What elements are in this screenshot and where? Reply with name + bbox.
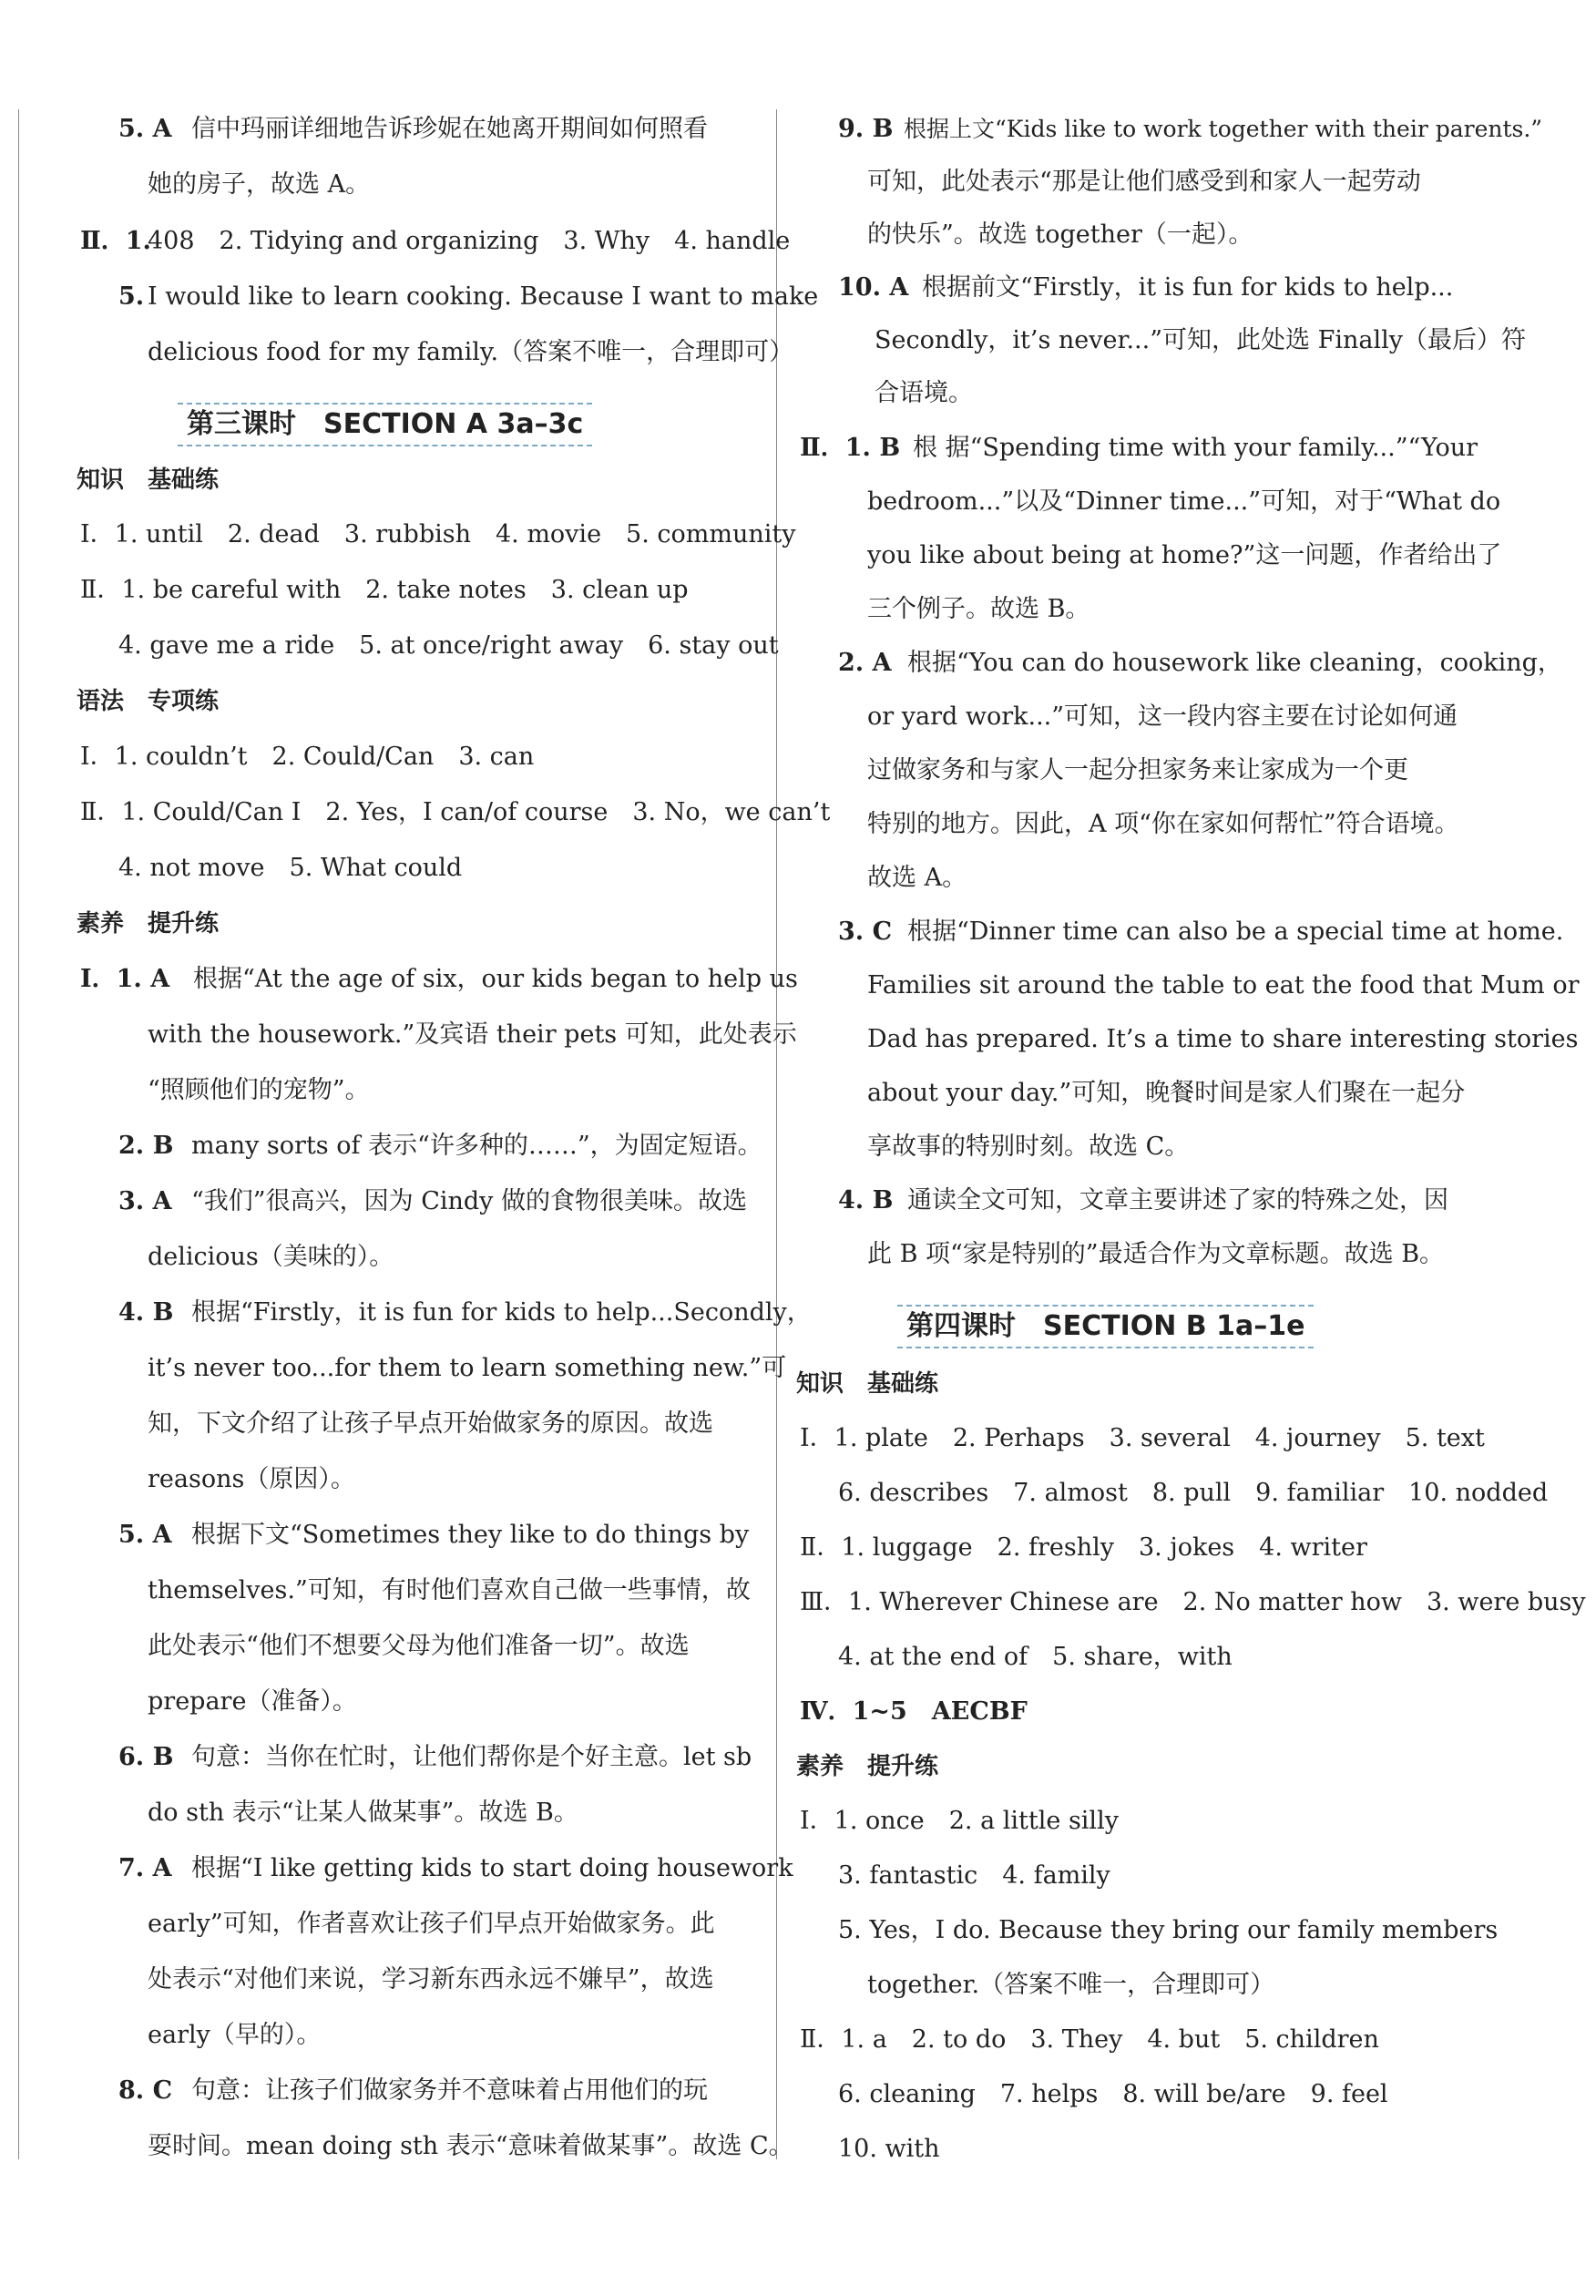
answer-line: Ⅳ．1~5 AECBF <box>800 1697 1028 1726</box>
explanation-line: 根 据“Spending time with your family...”“Your <box>913 434 1478 462</box>
answer-line: Ⅰ．1. couldn’t 2. Could/Can 3. can <box>80 743 535 771</box>
subheading: 知识 基础练 <box>77 466 220 494</box>
explanation-line: 信中玛丽详细地告诉珍妮在她离开期间如何照看 <box>191 115 708 143</box>
explanation-line: 此 B 项“家是特别的”最适合作为文章标题。故选 B。 <box>867 1240 1445 1268</box>
answer-line: 4. at the end of 5. share，with <box>838 1643 1233 1671</box>
answer-line: 6. describes 7. almost 8. pull 9. familiar 10. nodded <box>838 1479 1549 1507</box>
lesson-heading: 第四课时 SECTION B 1a–1e <box>897 1305 1314 1348</box>
explanation-line: Dad has prepared. It’s a time to share interesting stories <box>867 1025 1579 1053</box>
answer-line: together.（答案不唯一，合理即可） <box>867 1971 1275 1999</box>
explanation-line: 通读全文可知，文章主要讲述了家的特殊之处，因 <box>907 1186 1448 1215</box>
explanation-line: prepare（准备）。 <box>148 1687 357 1716</box>
explanation-line: 根据“Firstly，it is fun for kids to help...Secondly， <box>191 1298 812 1327</box>
explanation-line: Secondly，it’s never...”可知，此处选 Finally（最后）符 <box>875 326 1526 354</box>
answer-label: 10. A <box>838 273 909 302</box>
explanation-line: early”可知，作者喜欢让孩子们早点开始做家务。此 <box>148 1910 715 1938</box>
explanation-line: 的快乐”。故选 together（一起）。 <box>867 220 1253 249</box>
answer-line: Ⅱ．1. Could/Can I 2. Yes，I can/of course 3. No，we can’t <box>80 798 831 826</box>
explanation-line: 根据上文“Kids like to work together with their parents.” <box>904 116 1543 142</box>
explanation-line: 享故事的特别时刻。故选 C。 <box>867 1133 1190 1161</box>
explanation-line: it’s never too...for them to learn something new.”可 <box>148 1354 787 1382</box>
answer-label: Ⅱ．1. B <box>800 434 901 462</box>
explanation-line: “照顾他们的宠物”。 <box>148 1076 370 1104</box>
answer-label: 2. B <box>118 1132 174 1160</box>
lesson-heading: 第三课时 SECTION A 3a–3c <box>178 403 592 446</box>
answer-label: 5. A <box>118 115 172 143</box>
explanation-line: with the housework.”及宾语 their pets 可知，此处表示 <box>148 1020 797 1049</box>
explanation-line: “我们”很高兴，因为 Cindy 做的食物很美味。故选 <box>191 1187 747 1215</box>
answer-line: I would like to learn cooking. Because I want to make <box>148 282 819 311</box>
answer-label: 6. B <box>118 1743 174 1771</box>
answer-label: 2. A <box>838 649 892 677</box>
explanation-line: 根据“At the age of six，our kids began to help us <box>193 965 798 993</box>
answer-line: 6. cleaning 7. helps 8. will be/are 9. feel <box>838 2080 1388 2108</box>
explanation-line: themselves.”可知，有时他们喜欢自己做一些事情，故 <box>148 1576 751 1604</box>
subheading: 语法 专项练 <box>77 688 220 715</box>
explanation-line: 耍时间。mean doing sth 表示“意味着做某事”。故选 C。 <box>148 2132 793 2160</box>
answer-line: 3. fantastic 4. family <box>838 1861 1110 1890</box>
explanation-line: 可知，此处表示“那是让他们感受到和家人一起劳动 <box>867 168 1421 196</box>
answer-line: 4. not move 5. What could <box>118 854 463 882</box>
answer-label: 8. C <box>118 2076 173 2105</box>
explanation-line: delicious（美味的）。 <box>148 1243 394 1271</box>
explanation-line: 她的房子，故选 A。 <box>148 170 371 199</box>
answer-line: Ⅱ．1. be careful with 2. take notes 3. clean up <box>80 576 689 604</box>
answer-line: Ⅱ．1. luggage 2. freshly 3. jokes 4. writer <box>800 1533 1367 1562</box>
answer-label: 3. A <box>118 1187 172 1215</box>
answer-label: 3. C <box>838 917 893 946</box>
answer-line: 5. Yes，I do. Because they bring our family members <box>838 1916 1499 1944</box>
subheading: 素养 提升练 <box>77 910 220 938</box>
answer-line: 10. with <box>838 2135 940 2163</box>
explanation-line: do sth 表示“让某人做某事”。故选 B。 <box>148 1799 578 1827</box>
answer-line: Ⅱ．1. a 2. to do 3. They 4. but 5. children <box>800 2025 1379 2054</box>
explanation-line: Families sit around the table to eat the food that Mum or <box>867 971 1580 999</box>
answer-label: 7. A <box>118 1854 172 1882</box>
answer-label: 5. A <box>118 1521 172 1549</box>
explanation-line: bedroom...”以及“Dinner time...”可知，对于“What do <box>867 487 1501 516</box>
explanation-line: 根据下文“Sometimes they like to do things by <box>191 1521 750 1549</box>
answer-label: 4. B <box>838 1186 894 1215</box>
explanation-line: 三个例子。故选 B。 <box>867 595 1090 623</box>
answer-line: delicious food for my family.（答案不唯一，合理即可） <box>148 338 794 366</box>
explanation-line: 根据“You can do housework like cleaning，cooking， <box>907 649 1562 677</box>
answer-label: 5. <box>118 282 145 311</box>
explanation-line: 故选 A。 <box>867 864 967 892</box>
explanation-line: 知，下文介绍了让孩子早点开始做家务的原因。故选 <box>148 1409 713 1438</box>
explanation-line: 此处表示“他们不想要父母为他们准备一切”。故选 <box>148 1632 690 1660</box>
answer-line: Ⅰ．1. once 2. a little silly <box>800 1807 1119 1835</box>
explanation-line: reasons（原因）。 <box>148 1465 355 1493</box>
answer-line: 408 2. Tidying and organizing 3. Why 4. handle <box>148 227 791 255</box>
section-numeral: Ⅱ．1. <box>80 227 151 255</box>
explanation-line: 合语境。 <box>875 379 973 407</box>
answer-label: Ⅰ．1. A <box>80 965 170 993</box>
explanation-line: 特别的地方。因此，A 项“你在家如何帮忙”符合语境。 <box>867 810 1459 838</box>
explanation-line: 过做家务和与家人一起分担家务来让家成为一个更 <box>867 756 1408 784</box>
explanation-line: early（早的）。 <box>148 2021 322 2049</box>
subheading: 素养 提升练 <box>796 1753 939 1780</box>
explanation-line: you like about being at home?”这一问题，作者给出了 <box>867 541 1502 569</box>
answer-line: Ⅰ．1. plate 2. Perhaps 3. several 4. journey 5. text <box>800 1424 1485 1452</box>
explanation-line: or yard work...”可知，这一段内容主要在讨论如何通 <box>867 702 1458 731</box>
answer-line: Ⅲ．1. Wherever Chinese are 2. No matter how 3. were busy <box>800 1588 1586 1616</box>
answer-line: Ⅰ．1. until 2. dead 3. rubbish 4. movie 5. community <box>80 520 796 548</box>
answer-line: 4. gave me a ride 5. at once/right away 6. stay out <box>118 631 779 660</box>
explanation-line: many sorts of 表示“许多种的……”，为固定短语。 <box>191 1132 762 1160</box>
explanation-line: 句意：当你在忙时，让他们帮你是个好主意。let sb <box>191 1743 752 1771</box>
explanation-line: 根据“I like getting kids to start doing housework <box>191 1854 793 1882</box>
explanation-line: 句意：让孩子们做家务并不意味着占用他们的玩 <box>191 2076 708 2105</box>
answer-label: 9. B <box>838 115 894 143</box>
explanation-line: 根据“Dinner time can also be a special time at home. <box>907 917 1564 946</box>
subheading: 知识 基础练 <box>796 1370 939 1398</box>
explanation-line: 处表示“对他们来说，学习新东西永远不嫌早”，故选 <box>148 1965 714 1994</box>
explanation-line: about your day.”可知，晚餐时间是家人们聚在一起分 <box>867 1079 1466 1107</box>
left-margin-rule <box>18 109 19 2159</box>
answer-label: 4. B <box>118 1298 174 1327</box>
explanation-line: 根据前文“Firstly，it is fun for kids to help... <box>922 273 1454 302</box>
